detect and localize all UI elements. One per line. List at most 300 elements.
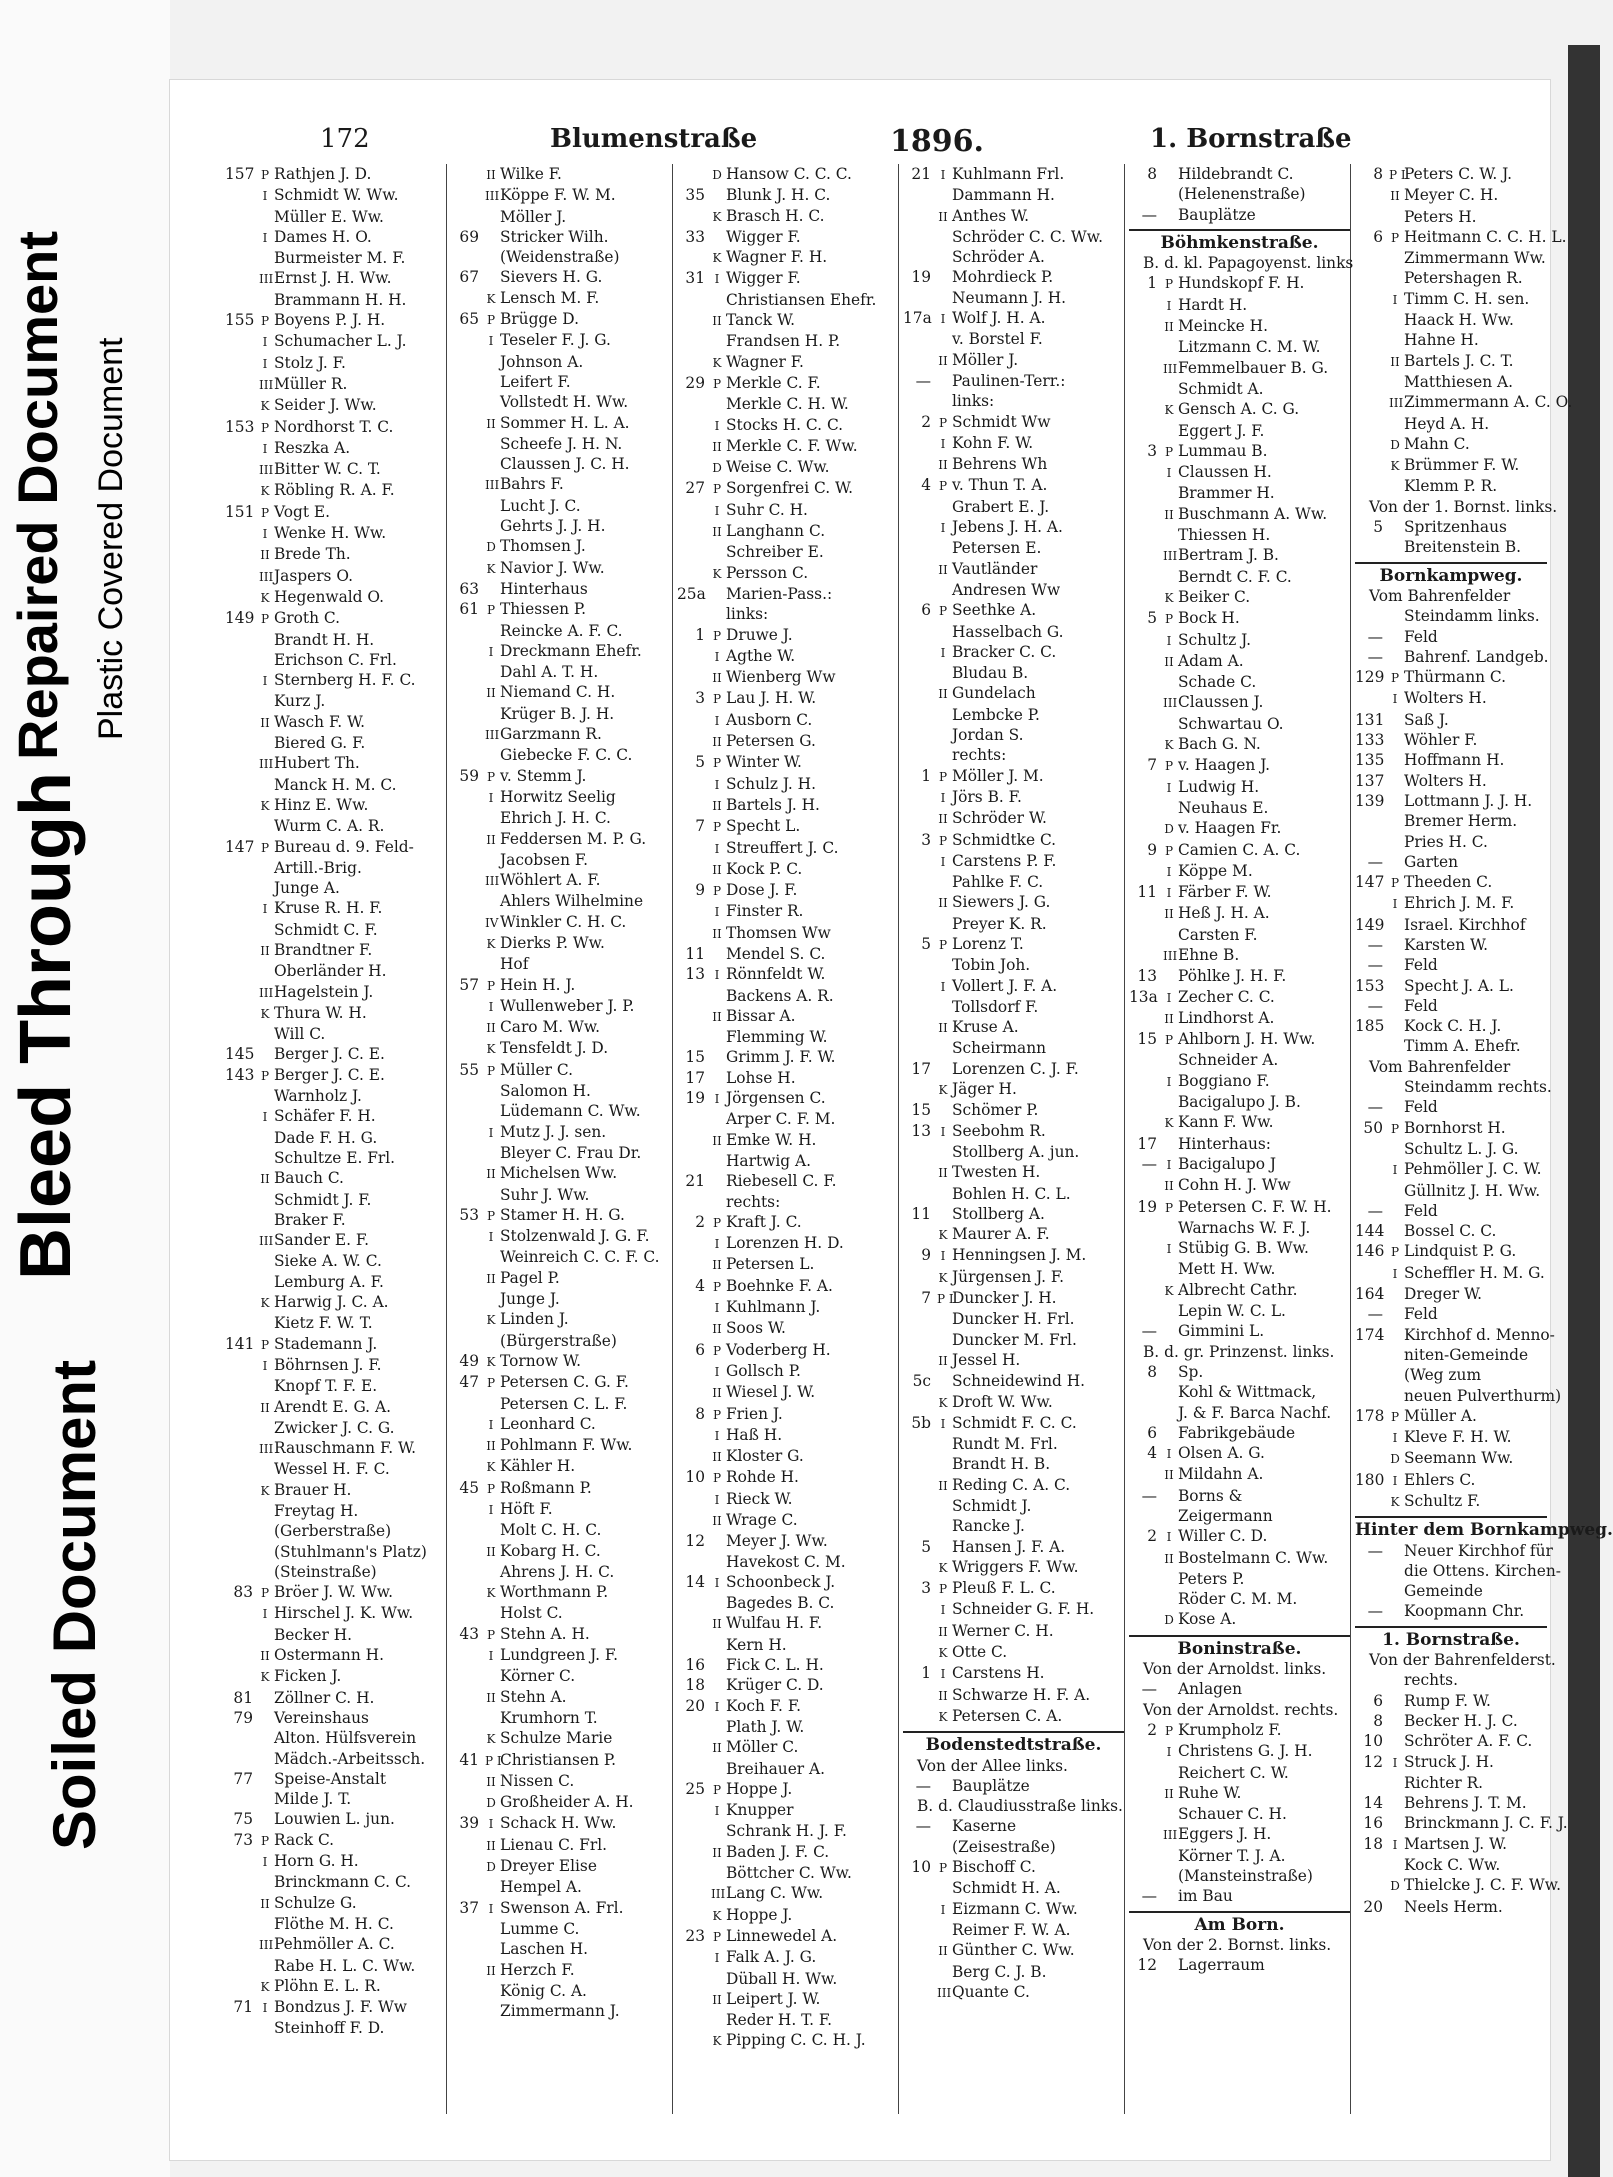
directory-entry <box>1355 606 1547 626</box>
floor-marker: P <box>260 1586 270 1601</box>
directory-entry <box>225 248 446 268</box>
entry-text: Koch F. F. <box>726 1696 802 1715</box>
entry-text: Cohn H. J. Ww <box>1178 1176 1291 1195</box>
house-number: 3 <box>921 1579 931 1598</box>
entry-text: Berndt C. F. C. <box>1178 567 1292 586</box>
floor-marker: K <box>712 2034 722 2049</box>
entry-text: Backens A. R. <box>726 986 834 1005</box>
entry-text: Ostermann H. <box>274 1646 384 1665</box>
entry-text: Feld <box>1404 1305 1438 1324</box>
directory-entry <box>1355 164 1547 185</box>
entry-text: Kock C. H. J. <box>1404 1017 1502 1036</box>
entry-text: Schack H. Ww. <box>500 1814 617 1833</box>
house-number: 8 <box>1373 165 1383 183</box>
directory-entry <box>225 1210 446 1230</box>
entry-text: Kann F. Ww. <box>1178 1113 1274 1132</box>
directory-entry <box>225 290 446 310</box>
floor-marker: I <box>714 1575 720 1590</box>
house-number: 47 <box>459 1373 479 1392</box>
floor-marker: III <box>259 377 274 392</box>
floor-marker: II <box>486 1838 496 1853</box>
directory-entry <box>677 373 898 394</box>
entry-text: Rack C. <box>274 1830 335 1849</box>
floor-marker: P I <box>937 1292 954 1307</box>
entry-text: Lüdemann C. Ww. <box>500 1102 641 1121</box>
directory-entry <box>225 1334 446 1355</box>
entry-text: Dierks P. Ww. <box>500 933 605 952</box>
house-number: 41 <box>459 1750 479 1769</box>
entry-text: Reincke A. F. C. <box>500 621 623 640</box>
directory-entry <box>1129 295 1350 316</box>
directory-entry <box>677 1171 898 1191</box>
directory-entry <box>225 1397 446 1418</box>
entry-text: Bauplätze <box>952 1776 1030 1795</box>
directory-entry <box>1129 379 1350 399</box>
directory-entry <box>677 2030 898 2051</box>
directory-entry <box>903 1837 1124 1857</box>
house-number: 18 <box>685 1676 705 1695</box>
directory-entry <box>225 1562 446 1582</box>
directory-entry <box>451 1081 672 1101</box>
directory-entry <box>1129 1486 1350 1506</box>
entry-text: Wolters H. <box>1404 689 1487 708</box>
directory-entry <box>677 1489 898 1510</box>
house-number: — <box>915 371 931 390</box>
floor-marker: P <box>712 1215 722 1230</box>
entry-text: Junge A. <box>274 879 340 898</box>
entry-text: Heitmann C. C. H. L. <box>1404 227 1567 246</box>
floor-marker: I <box>940 1416 946 1431</box>
directory-entry <box>1129 1301 1350 1321</box>
entry-text: Groth C. <box>274 609 341 628</box>
directory-entry <box>225 523 446 544</box>
directory-entry <box>903 206 1124 227</box>
entry-text: Seemann Ww. <box>1404 1449 1514 1468</box>
directory-entry <box>677 625 898 646</box>
entry-text: Wienberg Ww <box>726 668 836 687</box>
entry-text: Neuer Kirchhof für <box>1404 1541 1553 1560</box>
directory-entry <box>1355 791 1547 811</box>
entry-text: Becker H. <box>274 1625 353 1644</box>
entry-text: Bartels J. H. <box>726 795 820 814</box>
entry-text: Fabrikgebäude <box>1178 1423 1296 1442</box>
floor-marker: D <box>1164 1613 1174 1628</box>
directory-entry <box>1355 497 1558 517</box>
entry-text: Hein H. J. <box>500 975 576 994</box>
floor-marker: I <box>714 841 720 856</box>
house-number: — <box>1141 1486 1157 1505</box>
directory-entry <box>1129 483 1350 503</box>
floor-marker: K <box>938 1646 948 1661</box>
house-number: 15 <box>1137 1030 1157 1049</box>
directory-entry <box>1355 476 1547 496</box>
directory-entry <box>903 247 1124 267</box>
directory-entry <box>1129 1197 1350 1218</box>
directory-entry <box>1355 710 1547 730</box>
entry-text: Arper C. F. M. <box>726 1110 836 1129</box>
floor-marker: K <box>1164 1283 1174 1298</box>
entry-text: Jörgensen C. <box>726 1089 826 1108</box>
directory-entry <box>225 837 446 858</box>
directory-entry <box>451 1981 672 2001</box>
directory-entry <box>903 1685 1124 1706</box>
floor-marker: P <box>712 1782 722 1797</box>
entry-text: Dose J. F. <box>726 881 798 900</box>
house-number: 164 <box>1355 1285 1385 1304</box>
floor-marker: I <box>940 168 946 182</box>
floor-marker: I <box>1166 466 1172 481</box>
directory-entry <box>451 1331 672 1351</box>
directory-entry <box>1355 688 1547 709</box>
floor-marker: I <box>262 902 268 917</box>
house-number: 10 <box>1363 1732 1383 1751</box>
house-number: 20 <box>1363 1897 1383 1916</box>
floor-marker: P <box>712 756 722 771</box>
directory-entry <box>451 912 672 933</box>
directory-entry <box>677 1212 898 1233</box>
entry-text: Jäger H. <box>952 1080 1017 1099</box>
entry-text: Wöhlert A. F. <box>500 871 601 890</box>
floor-marker: III <box>259 1442 274 1457</box>
directory-entry <box>225 858 446 878</box>
house-number: — <box>1367 935 1383 954</box>
entry-text: Marien-Pass.: <box>726 584 833 603</box>
floor-marker: P <box>260 505 270 520</box>
directory-entry <box>1355 627 1547 647</box>
entry-text: Hoppe J. <box>726 1905 793 1924</box>
directory-entry <box>1355 1834 1547 1855</box>
directory-entry <box>1129 316 1350 337</box>
house-number: 55 <box>459 1060 479 1079</box>
house-number: 65 <box>459 310 479 329</box>
directory-entry <box>225 795 446 816</box>
directory-entry <box>1129 1866 1350 1886</box>
directory-entry <box>225 1065 446 1086</box>
directory-entry <box>225 940 446 961</box>
entry-text: Lumme C. <box>500 1919 580 1938</box>
directory-entry <box>1355 207 1547 227</box>
house-number: 4 <box>921 476 931 495</box>
entry-text: Sommer H. L. A. <box>500 413 630 432</box>
entry-text: Preyer K. R. <box>952 914 1047 933</box>
directory-entry <box>225 1603 446 1624</box>
floor-marker: I <box>488 1901 494 1916</box>
entry-text: Feld <box>1404 996 1438 1015</box>
floor-marker: K <box>260 484 270 499</box>
directory-entry <box>677 584 898 604</box>
floor-marker: I <box>262 1607 268 1622</box>
floor-marker: II <box>486 1690 496 1705</box>
directory-entry <box>225 1749 446 1769</box>
house-number: 50 <box>1363 1118 1383 1137</box>
floor-marker: P <box>938 769 948 784</box>
directory-entry <box>1355 1773 1547 1793</box>
entry-text: Karsten W. <box>1404 935 1489 954</box>
floor-marker: III <box>259 1234 274 1249</box>
floor-marker: I <box>714 1237 720 1252</box>
floor-marker: P <box>712 692 722 707</box>
floor-marker: I <box>940 312 946 327</box>
house-number: 25a <box>677 584 706 603</box>
directory-entry <box>1355 915 1547 935</box>
directory-entry <box>1355 955 1547 975</box>
house-number: 29 <box>685 373 705 392</box>
floor-marker: III <box>1163 1828 1178 1843</box>
directory-entry <box>1129 1342 1350 1362</box>
directory-entry <box>903 391 1124 411</box>
house-number: 19 <box>1137 1197 1157 1216</box>
entry-text: Giebecke F. C. C. <box>500 746 633 765</box>
directory-entry <box>677 1969 898 1989</box>
directory-entry <box>1129 1506 1350 1526</box>
entry-text: Wigger F. <box>726 227 801 246</box>
entry-text: Johnson A. <box>500 352 584 371</box>
entry-text: Dreger W. <box>1404 1285 1483 1304</box>
directory-entry <box>451 372 672 392</box>
floor-marker: D <box>486 540 496 555</box>
house-number: 5 <box>1373 518 1383 537</box>
directory-entry <box>451 724 672 745</box>
directory-entry <box>903 663 1124 683</box>
directory-entry <box>1355 811 1547 831</box>
directory-entry <box>451 850 672 870</box>
directory-entry <box>225 1872 446 1892</box>
directory-entry <box>677 1361 898 1382</box>
entry-text: Schulze Marie <box>500 1729 613 1748</box>
house-number: 2 <box>1147 1527 1157 1546</box>
entry-text: Vautländer <box>952 559 1038 578</box>
entry-text: Stricker Wilh. <box>500 227 609 246</box>
floor-marker: D <box>1390 1452 1400 1467</box>
directory-entry <box>903 787 1124 808</box>
directory-entry <box>1355 1875 1561 1896</box>
floor-marker: D <box>1390 1879 1400 1894</box>
entry-text: Ahlborn J. H. Ww. <box>1178 1030 1316 1049</box>
entry-text: Struck J. H. <box>1404 1752 1494 1771</box>
directory-entry <box>451 1750 672 1771</box>
directory-entry <box>677 816 898 837</box>
entry-text: Feld <box>1404 956 1438 975</box>
floor-marker: II <box>260 1649 270 1664</box>
floor-marker: III <box>485 874 500 889</box>
floor-marker: II <box>938 1166 948 1181</box>
floor-marker: I <box>714 1492 720 1507</box>
floor-marker: I <box>1392 1755 1398 1770</box>
entry-text: Tollsdorf F. <box>952 997 1039 1016</box>
directory-entry <box>451 766 672 787</box>
entry-text: Schmidtke C. <box>952 830 1057 849</box>
directory-entry <box>677 604 898 624</box>
house-number: 77 <box>233 1769 253 1788</box>
directory-entry <box>225 1688 446 1708</box>
floor-marker: K <box>938 1228 948 1243</box>
directory-entry <box>451 164 672 185</box>
entry-text: Steinhoff F. D. <box>274 2019 385 2038</box>
house-number: 1 <box>1147 274 1157 293</box>
house-number: 8 <box>1373 1711 1383 1730</box>
entry-text: Heß J. H. A. <box>1178 904 1270 923</box>
entry-text: Brasch H. C. <box>726 206 825 225</box>
floor-marker: P <box>486 1627 496 1642</box>
scan-edge <box>1568 45 1600 2177</box>
entry-text: Druwe J. <box>726 625 793 644</box>
house-number: 147 <box>225 837 255 856</box>
entry-text: Hildebrandt C. <box>1178 165 1294 183</box>
entry-text: Ehrich J. M. F. <box>1404 894 1515 913</box>
floor-marker: D <box>1390 437 1400 452</box>
floor-marker: II <box>1390 189 1400 204</box>
directory-entry <box>225 1976 446 1997</box>
floor-marker: P <box>1164 277 1174 292</box>
floor-marker: K <box>938 1270 948 1285</box>
entry-text: Körner T. J. A. <box>1178 1846 1286 1865</box>
directory-entry <box>1129 692 1350 713</box>
entry-text: Behrens Wh <box>952 455 1048 474</box>
entry-text: Gimmini L. <box>1178 1322 1265 1341</box>
house-number: — <box>1367 852 1383 871</box>
entry-text: Lorenz T. <box>952 934 1024 953</box>
directory-entry <box>225 1728 446 1748</box>
directory-entry <box>1129 882 1350 903</box>
house-number: 6 <box>921 601 931 620</box>
floor-marker: II <box>938 458 948 473</box>
directory-entry <box>451 829 672 850</box>
entry-text: Schmidt H. A. <box>952 1879 1061 1898</box>
floor-marker: I <box>714 968 720 983</box>
entry-text: Bartels J. C. T. <box>1404 351 1514 370</box>
entry-text: Scheefe J. H. N. <box>500 434 623 453</box>
floor-marker: I <box>488 1417 494 1432</box>
directory-entry <box>225 1956 446 1976</box>
floor-marker: II <box>712 1258 722 1273</box>
directory-entry <box>903 955 1124 975</box>
directory-entry <box>1129 1589 1350 1609</box>
floor-marker: II <box>260 548 270 563</box>
entry-text: Schade C. <box>1178 673 1257 692</box>
house-number: 5 <box>921 934 931 953</box>
directory-entry <box>1355 1427 1547 1448</box>
entry-text: Hansen J. F. A. <box>952 1537 1066 1556</box>
floor-marker: II <box>486 686 496 701</box>
entry-text: Merkle C. H. W. <box>726 395 849 414</box>
house-number: 25 <box>685 1779 705 1798</box>
floor-marker: D <box>486 1796 496 1811</box>
directory-entry <box>677 1151 898 1171</box>
directory-entry <box>677 1842 898 1863</box>
house-number: 73 <box>233 1830 253 1849</box>
directory-entry <box>1129 1720 1350 1741</box>
floor-marker: P <box>1164 1033 1174 1048</box>
floor-marker: P <box>1390 1409 1400 1424</box>
directory-entry <box>225 1521 446 1541</box>
entry-text: Lottmann J. J. H. <box>1404 791 1533 810</box>
directory-entry <box>677 1068 898 1088</box>
directory-entry <box>225 961 446 981</box>
directory-entry <box>225 2018 446 2038</box>
entry-text: Neels Herm. <box>1404 1897 1503 1916</box>
floor-marker: II <box>712 735 722 750</box>
entry-text: Molt C. H. C. <box>500 1521 602 1540</box>
entry-text: Krüger C. D. <box>726 1676 824 1695</box>
entry-text: Hinz E. Ww. <box>274 795 369 814</box>
house-number: 31 <box>685 269 705 288</box>
entry-text: Rauschmann F. W. <box>274 1439 417 1458</box>
street-section-heading <box>1129 229 1350 253</box>
entry-text: Wessel H. F. C. <box>274 1460 390 1479</box>
directory-entry <box>225 417 446 438</box>
entry-text: Von der Bahrenfelderst. <box>1369 1651 1556 1670</box>
floor-marker: II <box>938 687 948 702</box>
entry-text: Worthmann P. <box>500 1583 609 1602</box>
entry-text: Becker H. J. C. <box>1404 1711 1518 1730</box>
house-number: 21 <box>911 165 931 183</box>
directory-entry <box>1355 1406 1547 1427</box>
floor-marker: I <box>1166 990 1172 1005</box>
directory-entry <box>903 580 1124 600</box>
entry-text: Höft F. <box>500 1500 553 1518</box>
directory-entry <box>903 1982 1124 2003</box>
directory-entry <box>677 1088 898 1109</box>
entry-text: Ludwig H. <box>1178 777 1260 796</box>
entry-text: Langhann C. <box>726 522 826 541</box>
bleed-through-label: Bleed Through <box>6 772 86 1280</box>
directory-entry <box>1355 1057 1547 1077</box>
entry-text: Bock H. <box>1178 609 1240 628</box>
directory-entry <box>1129 1741 1350 1762</box>
floor-marker: IV <box>485 915 499 930</box>
entry-text: Schmidt F. C. C. <box>952 1413 1077 1432</box>
entry-text: Von der Arnoldst. links. <box>1143 1660 1327 1679</box>
directory-entry <box>903 914 1124 934</box>
entry-text: Brauer H. <box>274 1480 352 1499</box>
entry-text: Kohl & Wittmack, <box>1178 1383 1317 1402</box>
floor-marker: I <box>1392 1266 1398 1281</box>
directory-entry <box>903 745 1124 765</box>
entry-text: Jürgensen J. F. <box>952 1267 1065 1286</box>
floor-marker: II <box>938 1688 948 1703</box>
entry-text: Hoffmann H. <box>1404 751 1505 770</box>
entry-text: Thielcke J. C. F. Ww. <box>1404 1876 1561 1895</box>
directory-entry <box>1129 1886 1350 1906</box>
entry-text: Jebens J. H. A. <box>952 518 1063 537</box>
directory-entry <box>1355 1304 1547 1324</box>
directory-entry <box>677 1572 898 1593</box>
floor-marker: I <box>488 999 494 1014</box>
directory-entry <box>1129 1238 1350 1259</box>
directory-entry <box>451 621 672 641</box>
entry-text: Weise C. Ww. <box>726 458 830 477</box>
house-number: 4 <box>695 1276 705 1295</box>
entry-text: Plath J. W. <box>726 1717 805 1736</box>
directory-entry <box>225 1128 446 1148</box>
house-number: 153 <box>1355 976 1385 995</box>
directory-entry <box>225 1148 446 1168</box>
directory-entry <box>1129 184 1350 204</box>
directory-entry <box>1355 1670 1547 1690</box>
directory-entry <box>1129 205 1350 225</box>
directory-entry <box>1129 1175 1350 1196</box>
entry-text: Schäfer F. H. <box>274 1107 376 1126</box>
directory-entry <box>677 415 898 436</box>
floor-marker: K <box>260 1296 270 1311</box>
directory-entry <box>677 752 898 773</box>
entry-text: Dade F. H. G. <box>274 1128 378 1147</box>
directory-entry <box>451 1939 672 1959</box>
entry-text: Seider J. Ww. <box>274 396 377 415</box>
directory-entry <box>903 559 1124 580</box>
column-3 <box>677 164 899 2114</box>
entry-text: Sp. <box>1178 1362 1204 1381</box>
